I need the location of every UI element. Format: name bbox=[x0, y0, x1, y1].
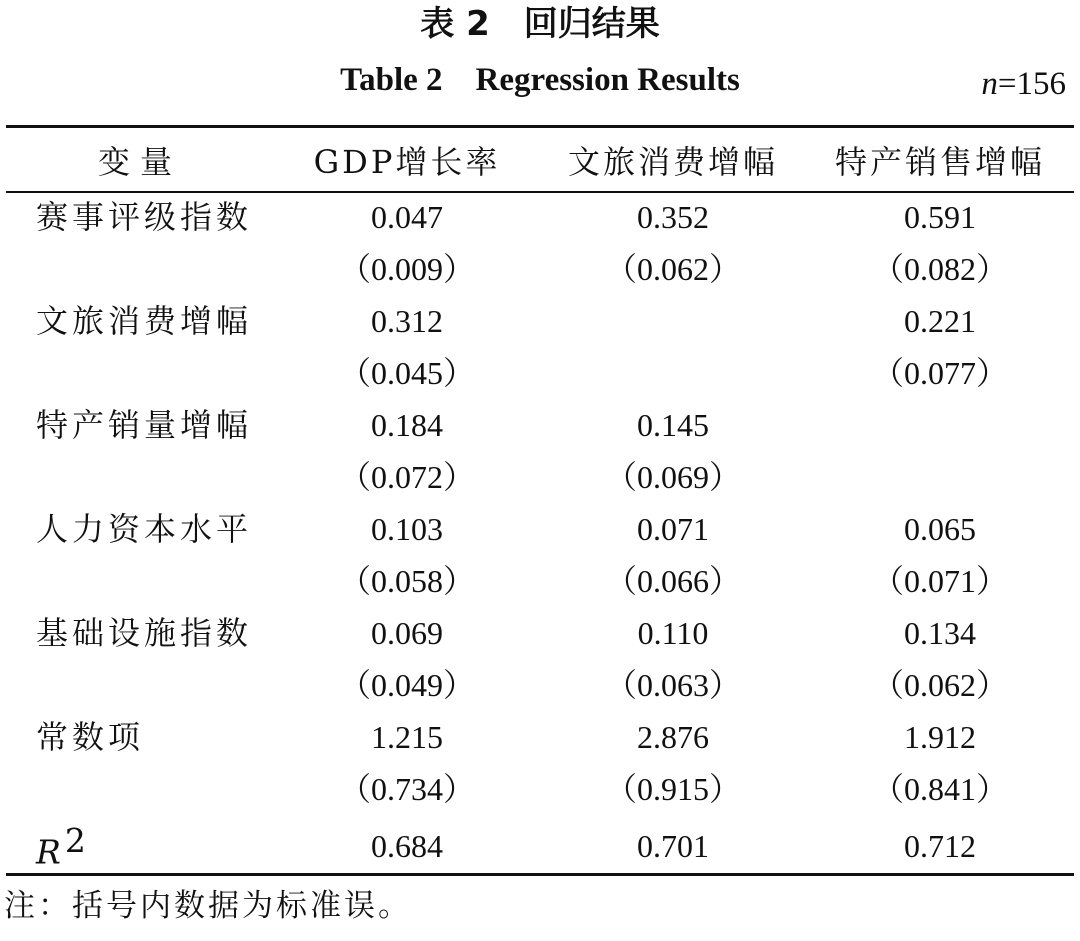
standard-error-cell: （0.069） bbox=[604, 459, 741, 495]
empty-label-cell bbox=[6, 244, 274, 295]
coefficient-cell: 0.134 bbox=[904, 615, 976, 651]
table-row bbox=[6, 503, 1074, 556]
table-row-standard-error bbox=[6, 660, 1074, 711]
coefficient-cell: 2.876 bbox=[637, 719, 709, 755]
empty-label-cell bbox=[6, 452, 274, 503]
standard-error-cell: （0.841） bbox=[871, 771, 1008, 807]
regression-table bbox=[6, 128, 1074, 879]
empty-label-cell bbox=[6, 764, 274, 815]
table-body bbox=[6, 191, 1074, 879]
standard-error-cell: （0.077） bbox=[871, 355, 1008, 391]
table-row bbox=[6, 711, 1074, 764]
column-header-tourism-consumption: 文旅消费增幅 bbox=[567, 142, 778, 181]
coefficient-cell: 0.184 bbox=[371, 407, 443, 443]
coefficient-cell: 0.221 bbox=[904, 303, 976, 339]
empty-label-cell bbox=[6, 348, 274, 399]
r-squared-value: 0.712 bbox=[904, 828, 976, 865]
standard-error-cell: （0.066） bbox=[604, 563, 741, 599]
standard-error-cell: （0.045） bbox=[338, 355, 475, 391]
sample-size-value: =156 bbox=[997, 66, 1066, 102]
standard-error-cell: （0.058） bbox=[338, 563, 475, 599]
coefficient-cell bbox=[540, 295, 806, 348]
empty-label-cell bbox=[6, 660, 274, 711]
coefficient-cell: 0.103 bbox=[371, 511, 443, 547]
standard-error-cell bbox=[540, 348, 806, 399]
table-row-r-squared bbox=[6, 815, 1074, 879]
variable-label: 特产销量增幅 bbox=[36, 406, 253, 444]
variable-label: 赛事评级指数 bbox=[36, 198, 253, 236]
table-row-standard-error bbox=[6, 764, 1074, 815]
table-row-standard-error bbox=[6, 556, 1074, 607]
column-header-gdp-growth: GDP增长率 bbox=[313, 142, 501, 181]
standard-error-cell: （0.063） bbox=[604, 667, 741, 703]
coefficient-cell bbox=[806, 399, 1074, 452]
r-squared-value: 0.701 bbox=[637, 828, 709, 865]
variable-label: 人力资本水平 bbox=[36, 510, 253, 548]
table-row bbox=[6, 607, 1074, 660]
standard-error-cell: （0.082） bbox=[871, 251, 1008, 287]
standard-error-cell: （0.049） bbox=[338, 667, 475, 703]
table-row-standard-error bbox=[6, 244, 1074, 295]
variable-label: 常数项 bbox=[36, 718, 145, 756]
table-header-row bbox=[6, 128, 1074, 191]
coefficient-cell: 0.591 bbox=[904, 199, 976, 235]
coefficient-cell: 0.071 bbox=[637, 511, 709, 547]
r-squared-label bbox=[6, 815, 274, 879]
standard-error-cell: （0.009） bbox=[338, 251, 475, 287]
variable-label: 文旅消费增幅 bbox=[36, 302, 253, 340]
coefficient-cell: 1.215 bbox=[371, 719, 443, 755]
standard-error-cell: （0.062） bbox=[604, 251, 741, 287]
empty-label-cell bbox=[6, 556, 274, 607]
table-row bbox=[6, 295, 1074, 348]
r-squared-symbol: R bbox=[36, 832, 65, 872]
standard-error-cell bbox=[806, 452, 1074, 503]
coefficient-cell: 0.352 bbox=[637, 199, 709, 235]
table-title-cn: 表 2 回归结果 bbox=[420, 4, 660, 44]
column-header-variable: 变量 bbox=[97, 142, 182, 181]
r-squared-superscript: 2 bbox=[64, 821, 90, 860]
standard-error-cell: （0.071） bbox=[871, 563, 1008, 599]
table-note: 注：括号内数据为标准误。 bbox=[4, 888, 412, 924]
sample-size bbox=[981, 62, 1066, 106]
coefficient-cell: 0.312 bbox=[371, 303, 443, 339]
standard-error-cell: （0.734） bbox=[338, 771, 475, 807]
table-title-en: Table 2 Regression Results bbox=[340, 62, 740, 98]
standard-error-cell: （0.915） bbox=[604, 771, 741, 807]
coefficient-cell: 1.912 bbox=[904, 719, 976, 755]
coefficient-cell: 0.047 bbox=[371, 199, 443, 235]
table-row-standard-error bbox=[6, 452, 1074, 503]
table-row bbox=[6, 399, 1074, 452]
coefficient-cell: 0.069 bbox=[371, 615, 443, 651]
table-row bbox=[6, 191, 1074, 244]
table-row-standard-error bbox=[6, 348, 1074, 399]
standard-error-cell: （0.072） bbox=[338, 459, 475, 495]
sample-size-symbol: n bbox=[981, 66, 998, 102]
coefficient-cell: 0.110 bbox=[637, 615, 709, 651]
coefficient-cell: 0.065 bbox=[904, 511, 976, 547]
r-squared-value: 0.684 bbox=[371, 828, 443, 865]
coefficient-cell: 0.145 bbox=[637, 407, 709, 443]
variable-label: 基础设施指数 bbox=[36, 614, 253, 652]
standard-error-cell: （0.062） bbox=[871, 667, 1008, 703]
column-header-specialty-sales: 特产销售增幅 bbox=[834, 142, 1045, 181]
